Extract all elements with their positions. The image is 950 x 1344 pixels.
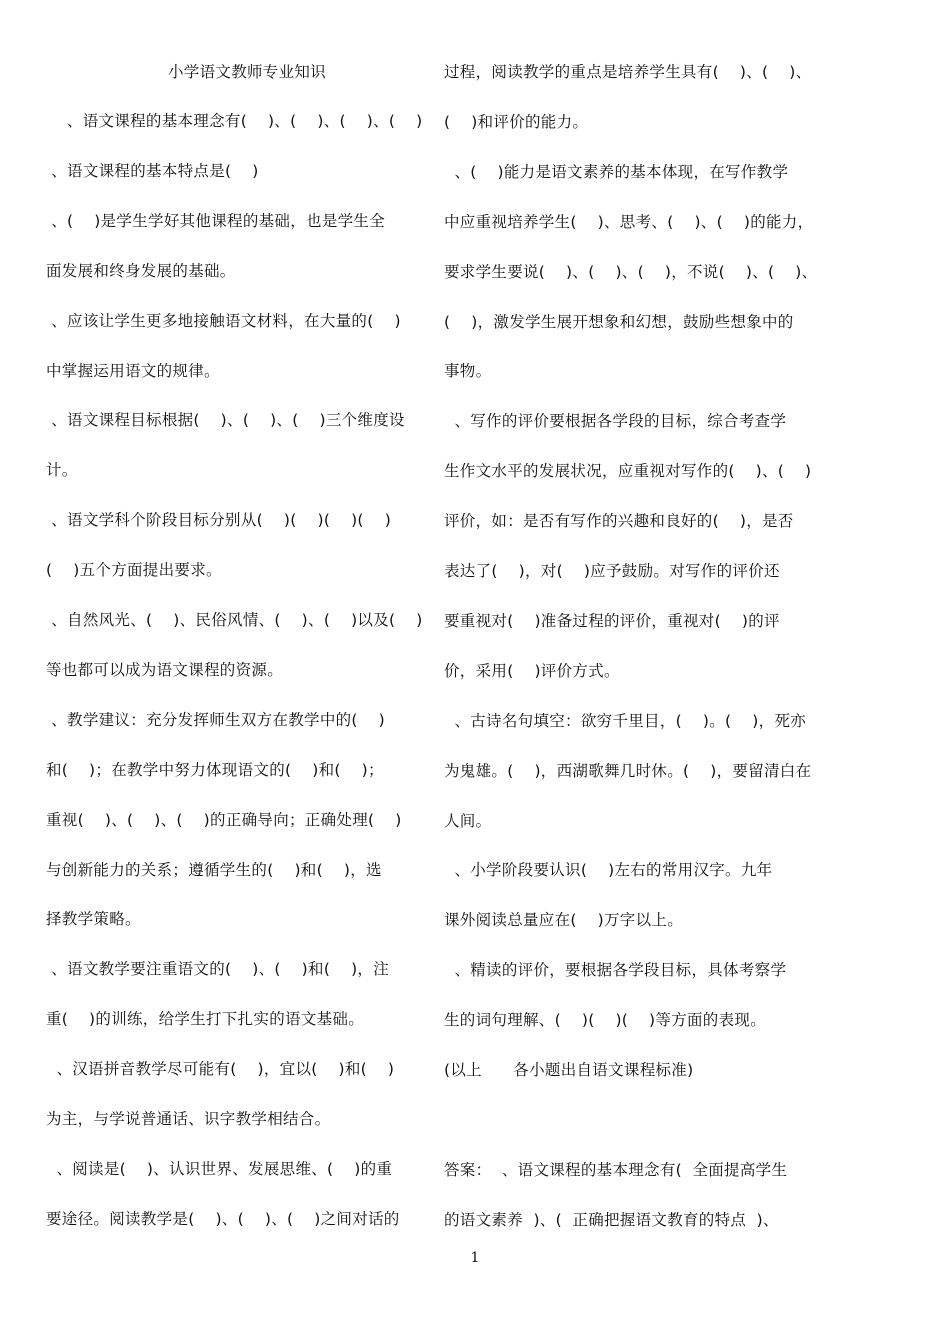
text-line: 、写作的评价要根据各学段的目标，综合考查学: [444, 412, 787, 431]
text-line: 、( )是学生学好其他课程的基础，也是学生全: [46, 211, 386, 230]
text-line: 要重视对( )准备过程的评价，重视对( )的评: [444, 611, 780, 630]
text-line: 、语文教学要注重语文的( )、( )和( )，注: [46, 960, 390, 979]
text-line: 生作文水平的发展状况，应重视对写作的( )、( ): [444, 462, 812, 481]
text-line: 重( )的训练，给学生打下扎实的语文基础。: [46, 1010, 365, 1029]
text-line: 计。: [46, 461, 78, 480]
text-line: ( )和评价的能力。: [444, 112, 589, 131]
text-line: 、( )能力是语文素养的基本体现，在写作教学: [444, 162, 789, 181]
text-line: 、自然风光、( )、民俗风情、( )、( )以及( ): [46, 611, 423, 629]
text-line: (以上 各小题出自语文课程标准): [444, 1061, 694, 1079]
text-line: 价，采用( )评价方式。: [444, 661, 620, 680]
text-line: 、教学建议：充分发挥师生双方在教学中的( ): [46, 710, 386, 729]
text-line: 为主，与学说普通话、识字教学相结合。: [46, 1110, 331, 1128]
text-line: 答案： 、语文课程的基本理念有( 全面提高学生: [444, 1160, 788, 1179]
text-line: 表达了( )，对( )应予鼓励。对写作的评价还: [444, 562, 780, 580]
document-title: 小学语文教师专业知识: [168, 63, 327, 81]
text-line: 要途径。阅读教学是( )、( )、( )之间对话的: [46, 1209, 400, 1228]
text-line: 、汉语拼音教学尽可能有( )，宜以( )和( ): [46, 1060, 395, 1079]
text-line: 、语文课程的基本特点是( ): [46, 161, 259, 180]
text-line: 与创新能力的关系；遵循学生的( )和( )，选: [46, 860, 382, 879]
text-line: 事物。: [444, 362, 492, 381]
text-line: 、语文课程的基本理念有( )、( )、( )、( ): [46, 112, 423, 130]
text-line: 中应重视培养学生( )、思考、( )、( )的能力，: [444, 212, 814, 231]
text-line: 择教学策略。: [46, 910, 141, 929]
page-number: 1: [470, 1250, 480, 1266]
text-line: ( )五个方面提出要求。: [46, 561, 222, 580]
text-line: 面发展和终身发展的基础。: [46, 261, 236, 280]
text-line: 中掌握运用语文的规律。: [46, 361, 220, 380]
text-line: 为鬼雄。( )，西湖歌舞几时休。( )，要留清白在: [444, 761, 812, 780]
text-line: ( )，激发学生展开想象和幻想，鼓励些想象中的: [444, 312, 794, 331]
text-line: 课外阅读总量应在( )万字以上。: [444, 911, 684, 930]
text-line: 、精读的评价，要根据各学段目标，具体考察学: [444, 961, 787, 980]
text-line: 、小学阶段要认识( )左右的常用汉字。九年: [444, 861, 773, 880]
text-line: 、应该让学生更多地接触语文材料，在大量的( ): [46, 311, 401, 330]
text-line: 生的词句理解、( )( )( )等方面的表现。: [444, 1011, 767, 1030]
text-line: 和( )；在教学中努力体现语文的( )和( )；: [46, 760, 384, 779]
text-line: 、古诗名句填空：欲穷千里目，( )。( )，死亦: [444, 711, 807, 730]
text-line: 过程，阅读教学的重点是培养学生具有( )、( )、: [444, 63, 812, 81]
text-line: 、语文学科个阶段目标分别从( )( )( )( ): [46, 511, 392, 530]
text-line: 、阅读是( )、认识世界、发展思维、( )的重: [46, 1159, 393, 1178]
text-line: 重视( )、( )、( )的正确导向；正确处理( ): [46, 810, 402, 829]
text-line: 、语文课程目标根据( )、( )、( )三个维度设: [46, 411, 405, 430]
text-line: 人间。: [444, 811, 492, 830]
text-line: 等也都可以成为语文课程的资源。: [46, 660, 284, 679]
text-line: 要求学生要说( )、( )、( )，不说( )、( )、: [444, 262, 818, 281]
text-line: 的语文素养 )、( 正确把握语文教育的特点 )、: [444, 1210, 779, 1229]
text-line: 评价，如：是否有写作的兴趣和良好的( )，是否: [444, 512, 794, 531]
